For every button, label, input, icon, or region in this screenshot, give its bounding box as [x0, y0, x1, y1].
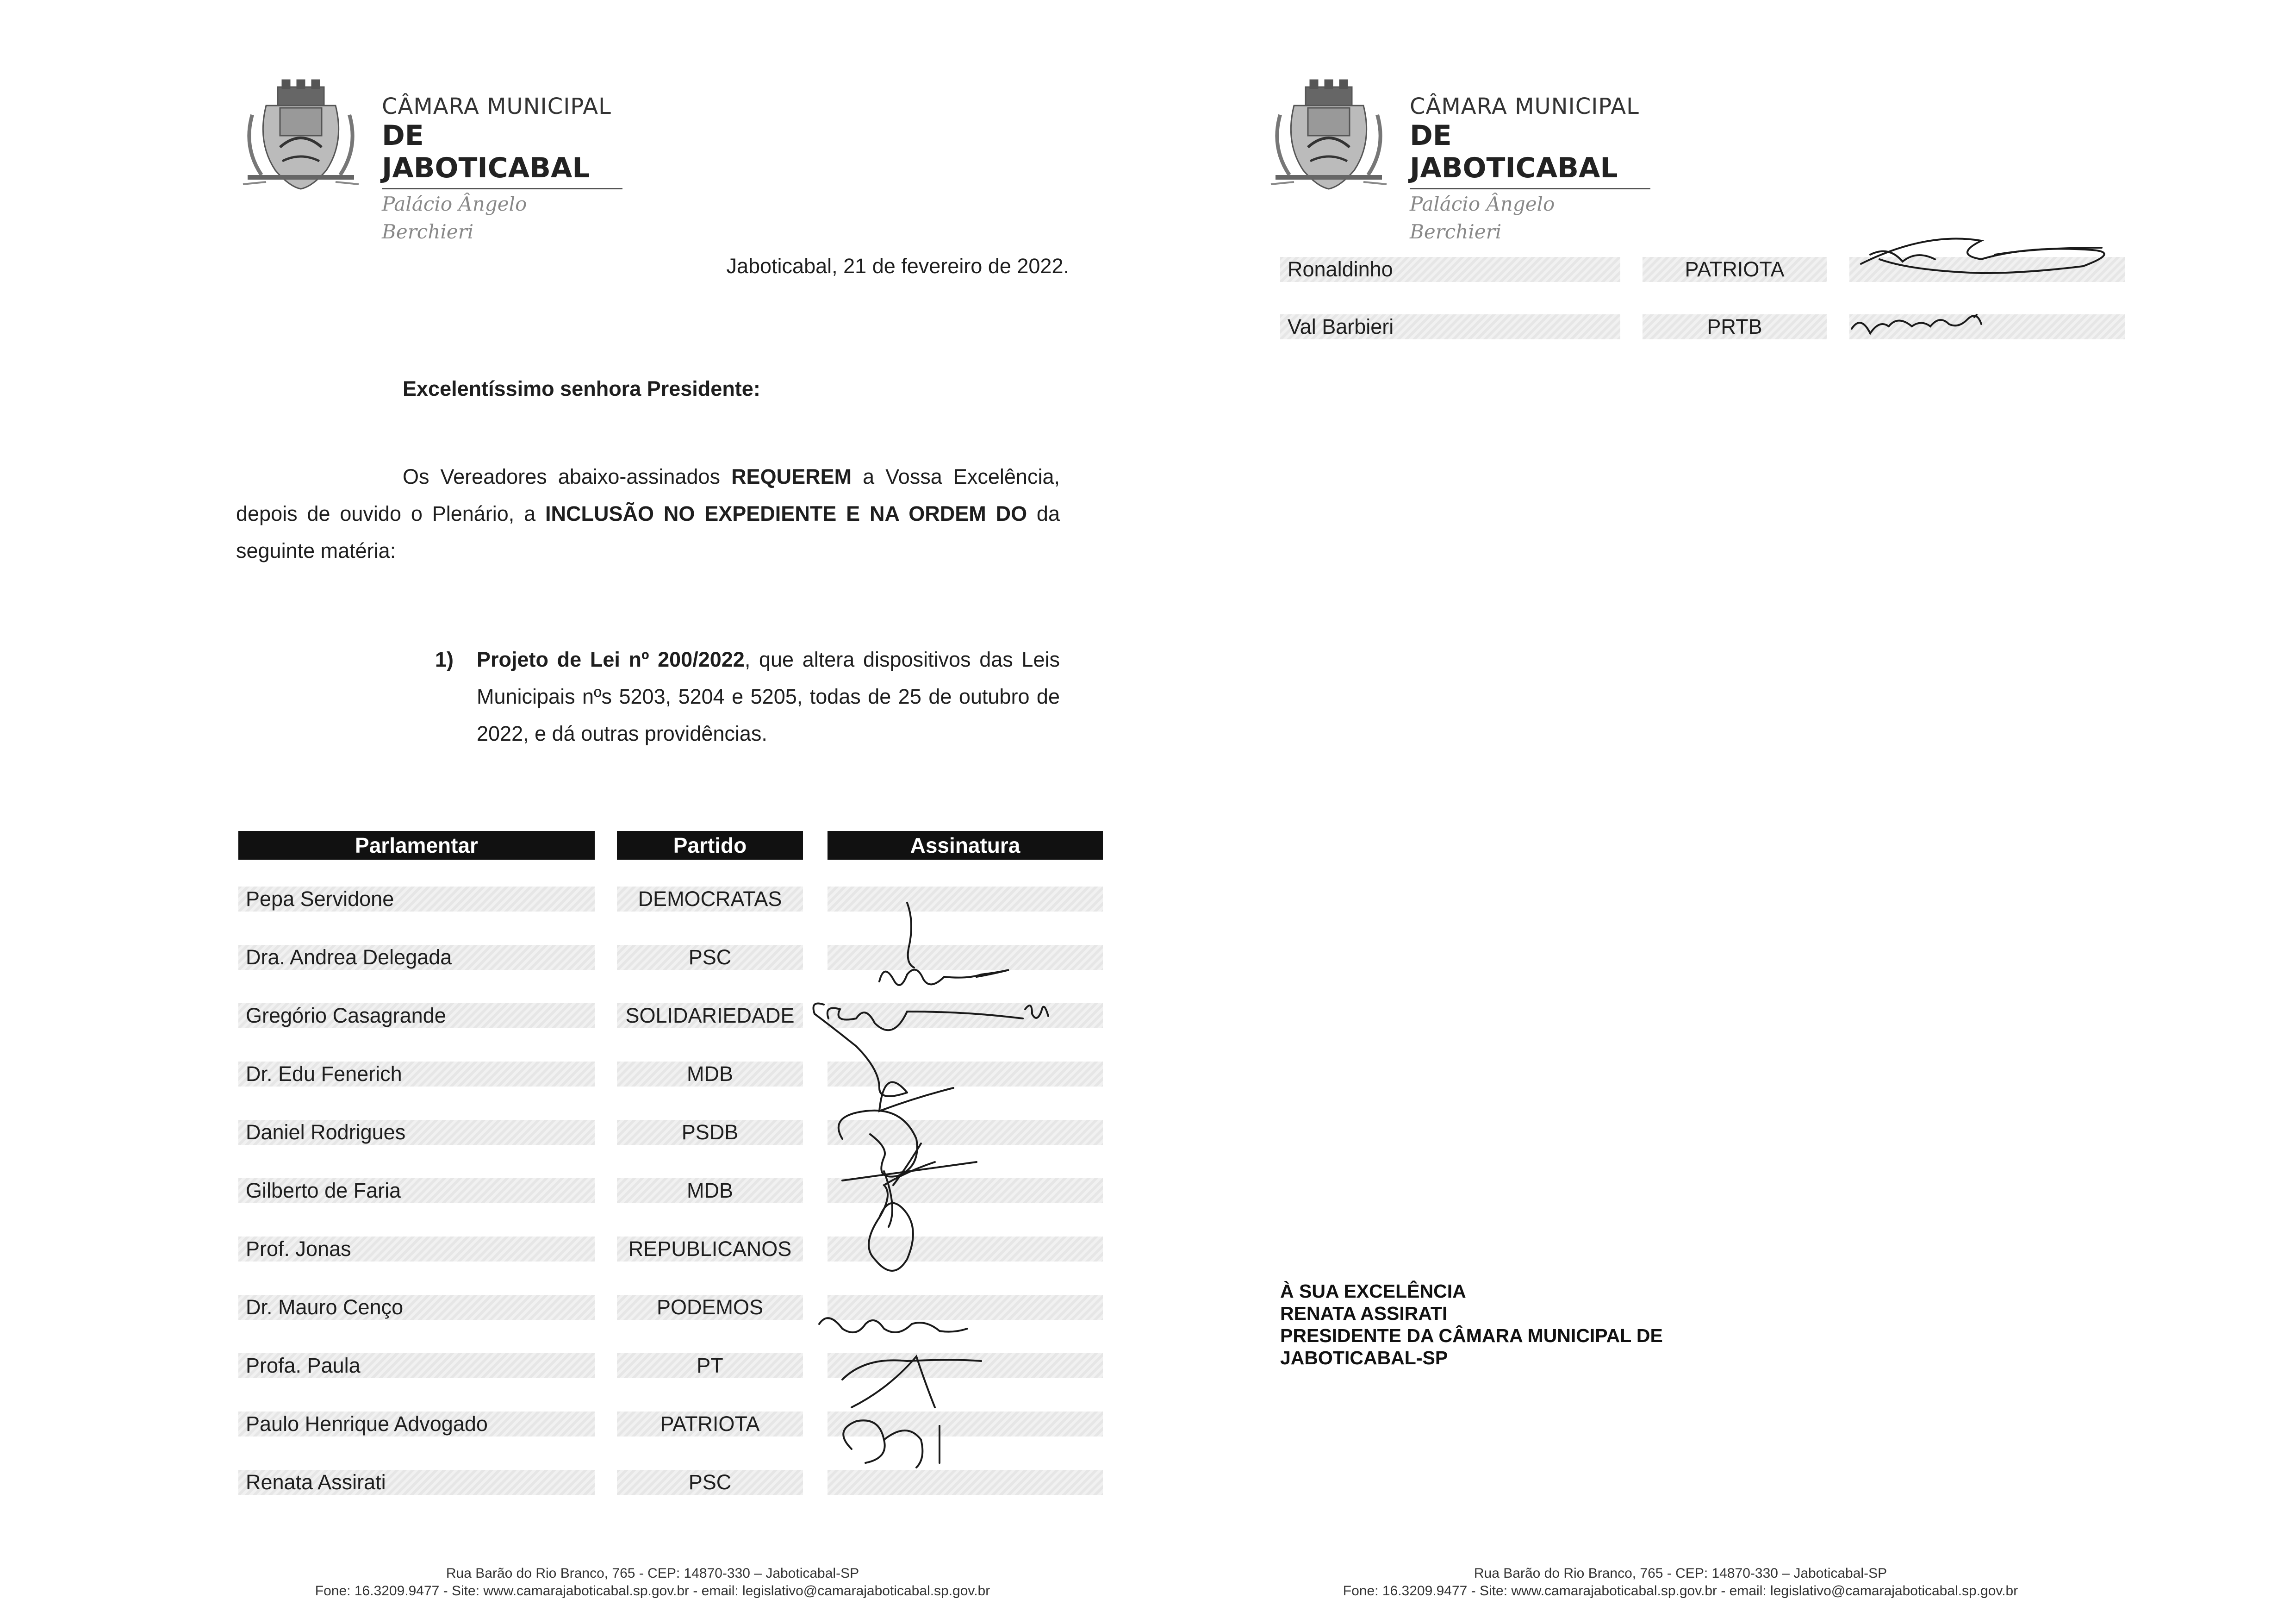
table-cell-background [828, 1120, 1103, 1145]
table-cell-background [828, 1062, 1103, 1087]
letterhead [1266, 69, 1683, 243]
bill-item [435, 641, 1060, 752]
parlamentar-name: Prof. Jonas [246, 1237, 351, 1261]
bill-text: , que altera dispositivos das Leis Municipais nºs 5203, 5204 e 5205, todas de 25 de outubro de 2022, e dá outras providências. [477, 648, 1060, 745]
item-number: 1) [435, 648, 454, 671]
addressee-line: PRESIDENTE DA CÂMARA MUNICIPAL DE [1280, 1325, 1663, 1346]
addressee-line: RENATA ASSIRATI [1280, 1303, 1448, 1324]
table-cell-background [1849, 314, 2125, 339]
parlamentar-name: Gilberto de Faria [246, 1179, 401, 1202]
institution-name-line2: DE JABOTICABAL [382, 119, 622, 189]
salutation: Excelentíssimo senhora Presidente: [403, 377, 760, 400]
page-footer [1264, 1565, 2097, 1600]
table-cell-background [828, 1353, 1103, 1378]
table-cell-background [828, 1412, 1103, 1437]
item-description [477, 641, 1060, 752]
body-bold-text: INCLUSÃO NO EXPEDIENTE E NA ORDEM DO [545, 502, 1027, 525]
institution-name-line1: CÂMARA MUNICIPAL [382, 94, 611, 119]
column-header-partido: Partido [617, 831, 803, 860]
parlamentar-name: Ronaldinho [1288, 257, 1393, 281]
parlamentar-name: Profa. Paula [246, 1354, 361, 1377]
body-bold-text: REQUEREM [731, 465, 852, 488]
coat-of-arms-icon [238, 78, 363, 194]
parlamentar-name: Renata Assirati [246, 1470, 386, 1494]
parlamentar-name: Daniel Rodrigues [246, 1120, 406, 1144]
document-page-2 [1148, 0, 2296, 1624]
party-name: PRTB [1707, 315, 1762, 338]
body-text: Os Vereadores abaixo-assinados [403, 465, 732, 488]
parlamentar-name: Dr. Mauro Cenço [246, 1295, 404, 1319]
parlamentar-name: Gregório Casagrande [246, 1004, 446, 1027]
party-name: MDB [687, 1179, 733, 1202]
parlamentar-name: Dra. Andrea Delegada [246, 945, 452, 969]
addressee-block [1280, 1280, 1663, 1369]
party-name: MDB [687, 1062, 733, 1086]
letterhead-text [1410, 94, 1650, 246]
coat-of-arms-icon [1266, 78, 1391, 194]
page-footer [236, 1565, 1069, 1600]
institution-name-line2: DE JABOTICABAL [1410, 119, 1650, 189]
party-name: PSC [688, 1470, 732, 1494]
letterhead [238, 69, 655, 243]
party-name: SOLIDARIEDADE [625, 1004, 795, 1027]
party-name: PATRIOTA [660, 1412, 760, 1436]
institution-subtitle: Palácio Ângelo Berchieri [1410, 193, 1555, 243]
body-text: da seguinte matéria: [236, 502, 1060, 562]
party-name: PSC [688, 945, 732, 969]
column-header-parlamentar: Parlamentar [238, 831, 595, 860]
footer-contact: Fone: 16.3209.9477 - Site: www.camarajaboticabal.sp.gov.br - email: legislativo@camarajaboticabal.sp.gov.br [315, 1583, 990, 1599]
table-cell-background [828, 887, 1103, 912]
table-cell-background [828, 1178, 1103, 1203]
body-text: a Vossa Excelência, depois de ouvido o Plenário, a [236, 465, 1060, 525]
request-paragraph [236, 458, 1060, 569]
institution-subtitle: Palácio Ângelo Berchieri [382, 193, 527, 243]
column-header-assinatura: Assinatura [828, 831, 1103, 860]
table-cell-background [828, 1295, 1103, 1320]
table-cell-background [828, 945, 1103, 970]
addressee-line: À SUA EXCELÊNCIA [1280, 1280, 1466, 1302]
bill-title: Projeto de Lei nº 200/2022 [477, 648, 745, 671]
party-name: PATRIOTA [1685, 257, 1785, 281]
letter-date: Jaboticabal, 21 de fevereiro de 2022. [726, 254, 1069, 278]
parlamentar-name: Pepa Servidone [246, 887, 394, 911]
party-name: PSDB [681, 1120, 739, 1144]
letterhead-text [382, 94, 622, 246]
addressee-line: JABOTICABAL-SP [1280, 1347, 1448, 1368]
table-cell-background [828, 1003, 1103, 1028]
footer-address: Rua Barão do Rio Branco, 765 - CEP: 14870-330 – Jaboticabal-SP [1474, 1566, 1887, 1581]
party-name: REPUBLICANOS [628, 1237, 792, 1261]
institution-name-line1: CÂMARA MUNICIPAL [1410, 94, 1639, 119]
parlamentar-name: Val Barbieri [1288, 315, 1394, 338]
parlamentar-name: Dr. Edu Fenerich [246, 1062, 402, 1086]
table-cell-background [828, 1470, 1103, 1495]
table-cell-background [828, 1237, 1103, 1262]
party-name: PT [697, 1354, 723, 1377]
parlamentar-name: Paulo Henrique Advogado [246, 1412, 488, 1436]
party-name: DEMOCRATAS [638, 887, 782, 911]
footer-address: Rua Barão do Rio Branco, 765 - CEP: 14870-330 – Jaboticabal-SP [446, 1566, 859, 1581]
party-name: PODEMOS [656, 1295, 764, 1319]
footer-contact: Fone: 16.3209.9477 - Site: www.camarajaboticabal.sp.gov.br - email: legislativo@camarajaboticabal.sp.gov.br [1343, 1583, 2018, 1599]
table-cell-background [1849, 257, 2125, 282]
